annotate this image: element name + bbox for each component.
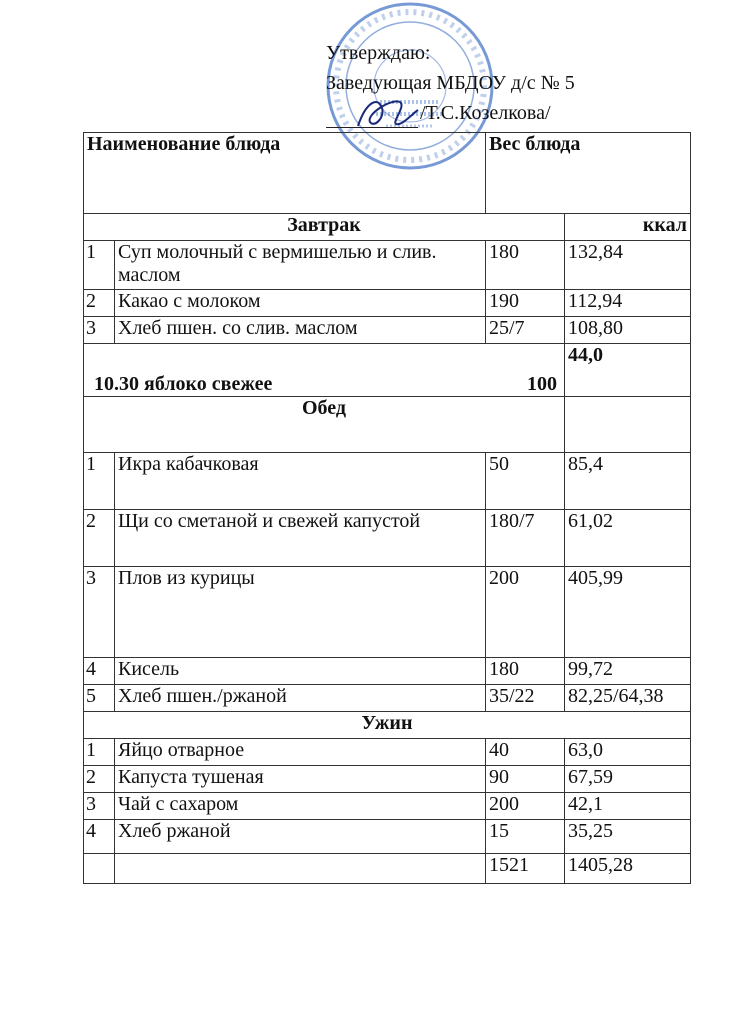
handwritten-signature — [352, 92, 422, 132]
dish-weight: 180/7 — [486, 510, 565, 567]
row-number: 2 — [84, 510, 115, 567]
row-number: 4 — [84, 820, 115, 854]
approval-name: /Т.С.Козелкова/ — [420, 102, 551, 124]
snack-label: 10.30 яблоко свежее — [94, 373, 273, 395]
row-number: 1 — [84, 739, 115, 766]
dish-name: Плов из курицы — [115, 567, 486, 658]
table-row — [84, 241, 691, 290]
header-dish-weight: Вес блюда — [486, 133, 691, 214]
dish-name: Хлеб пшен./ржаной — [115, 685, 486, 712]
dish-weight: 15 — [486, 820, 565, 854]
table-row — [84, 658, 691, 685]
table-row — [84, 317, 691, 344]
dish-weight: 190 — [486, 290, 565, 317]
dish-kcal: 63,0 — [565, 739, 691, 766]
dish-kcal: 99,72 — [565, 658, 691, 685]
section-dinner — [84, 712, 691, 739]
table-row — [84, 766, 691, 793]
dish-kcal: 112,94 — [565, 290, 691, 317]
table-row — [84, 820, 691, 854]
row-number: 3 — [84, 567, 115, 658]
dish-weight: 40 — [486, 739, 565, 766]
row-number: 4 — [84, 658, 115, 685]
total-kcal: 1405,28 — [565, 854, 691, 884]
table-header-row — [84, 133, 691, 214]
table-row — [84, 793, 691, 820]
snack-row — [84, 344, 691, 397]
totals-row — [84, 854, 691, 884]
dinner-title: Ужин — [84, 712, 691, 739]
dish-name: Яйцо отварное — [115, 739, 486, 766]
dish-name: Щи со сметаной и свежей капустой — [115, 510, 486, 567]
row-number: 2 — [84, 766, 115, 793]
lunch-title: Обед — [84, 397, 565, 453]
dish-name: Икра кабачковая — [115, 453, 486, 510]
dish-kcal: 108,80 — [565, 317, 691, 344]
total-weight: 1521 — [486, 854, 565, 884]
dish-kcal: 85,4 — [565, 453, 691, 510]
dish-weight: 180 — [486, 241, 565, 290]
dish-kcal: 67,59 — [565, 766, 691, 793]
empty-cell — [115, 854, 486, 884]
dish-weight: 200 — [486, 793, 565, 820]
dish-kcal: 61,02 — [565, 510, 691, 567]
table-row — [84, 685, 691, 712]
dish-weight: 35/22 — [486, 685, 565, 712]
dish-weight: 25/7 — [486, 317, 565, 344]
dish-weight: 50 — [486, 453, 565, 510]
dish-weight: 180 — [486, 658, 565, 685]
table-row — [84, 290, 691, 317]
section-lunch — [84, 397, 691, 453]
row-number: 3 — [84, 317, 115, 344]
header-dish-name: Наименование блюда — [84, 133, 486, 214]
empty-cell — [84, 854, 115, 884]
empty-cell — [565, 397, 691, 453]
row-number: 5 — [84, 685, 115, 712]
dish-kcal: 405,99 — [565, 567, 691, 658]
section-breakfast — [84, 214, 691, 241]
row-number: 2 — [84, 290, 115, 317]
row-number: 1 — [84, 453, 115, 510]
dish-kcal: 82,25/64,38 — [565, 685, 691, 712]
dish-name: Хлеб ржаной — [115, 820, 486, 854]
dish-name: Какао с молоком — [115, 290, 486, 317]
kcal-label: ккал — [565, 214, 691, 241]
snack-weight: 100 — [527, 373, 557, 395]
table-row — [84, 739, 691, 766]
table-row — [84, 510, 691, 567]
dish-name: Хлеб пшен. со слив. маслом — [115, 317, 486, 344]
dish-kcal: 42,1 — [565, 793, 691, 820]
dish-name: Кисель — [115, 658, 486, 685]
approval-position: Заведующая МБДОУ д/с № 5 — [326, 72, 575, 94]
snack-kcal: 44,0 — [565, 344, 691, 397]
menu-table — [83, 132, 691, 884]
row-number: 3 — [84, 793, 115, 820]
dish-weight: 90 — [486, 766, 565, 793]
dish-weight: 200 — [486, 567, 565, 658]
dish-name: Чай с сахаром — [115, 793, 486, 820]
table-row — [84, 567, 691, 658]
approval-title: Утверждаю: — [326, 42, 431, 64]
dish-name: Суп молочный с вермишелью и слив. маслом — [115, 241, 486, 290]
dish-kcal: 132,84 — [565, 241, 691, 290]
breakfast-title: Завтрак — [84, 214, 565, 241]
dish-name: Капуста тушеная — [115, 766, 486, 793]
row-number: 1 — [84, 241, 115, 290]
snack-cell — [84, 344, 565, 397]
table-row — [84, 453, 691, 510]
dish-kcal: 35,25 — [565, 820, 691, 854]
